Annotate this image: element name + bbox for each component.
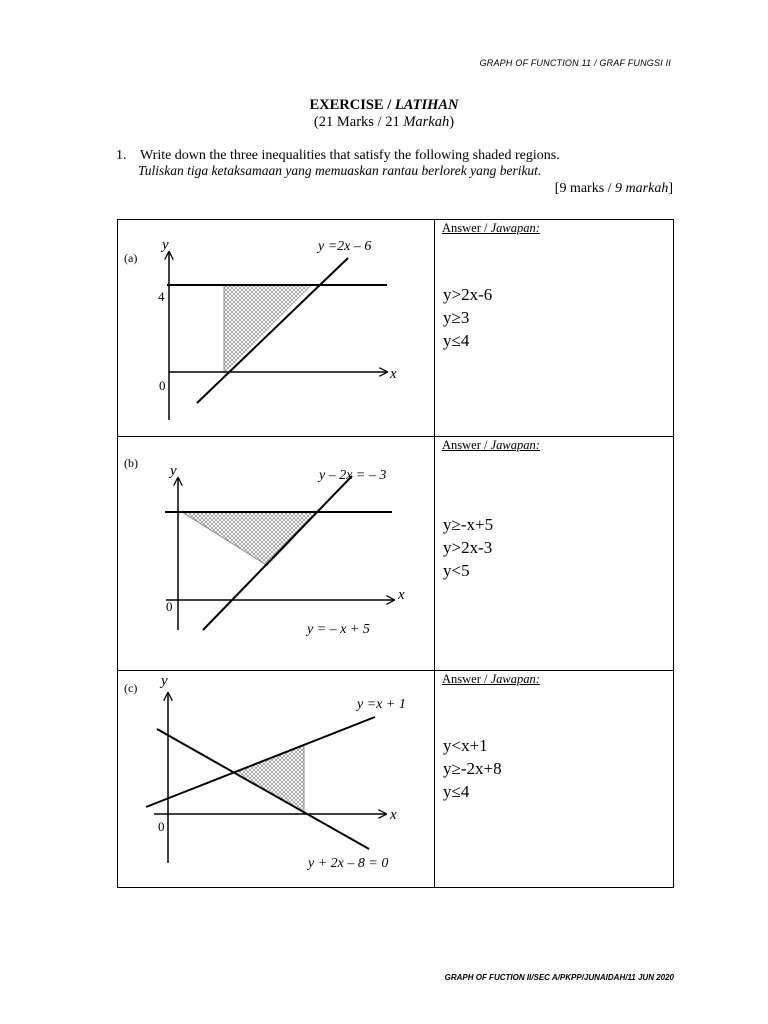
answer-line: y≥-2x+8 — [443, 759, 502, 778]
answer-label-ms: Jawapan: — [490, 438, 540, 452]
line-y-eq-x-plus-1 — [146, 717, 375, 807]
question-marks-italic: 9 markah — [615, 181, 669, 196]
answer-line: y<5 — [443, 561, 470, 580]
line-y-2x-eq-neg3 — [203, 476, 352, 630]
tick-label-4-a: 4 — [158, 289, 165, 304]
question-text-ms: Tuliskan tiga ketaksamaan yang memuaskan rantau berlorek yang berikut. — [138, 163, 542, 178]
line-y-eq-2x-6 — [197, 258, 348, 403]
line-label-c-1: y =x + 1 — [357, 697, 406, 712]
part-label-b: (b) — [124, 456, 138, 470]
graph-b — [124, 456, 405, 637]
question-text-en: Write down the three inequalities that satisfy the following shaded regions. — [140, 148, 560, 163]
shaded-region-b — [182, 512, 318, 566]
answer-label-ms: Jawapan: — [490, 672, 540, 686]
total-marks-italic: Markah — [403, 114, 450, 130]
question-marks-text: [9 marks / — [554, 181, 616, 196]
answer-label-en: Answer / — [442, 438, 491, 452]
part-label-c: (c) — [124, 681, 138, 695]
graph-c — [124, 673, 406, 871]
x-axis-label-a: x — [390, 366, 397, 382]
line-y-plus-2x-8-eq-0 — [157, 729, 369, 849]
y-axis-label-c: y — [161, 673, 168, 689]
total-marks-text: (21 Marks / 21 — [313, 114, 404, 130]
answer-label-ms: Jawapan: — [490, 221, 540, 235]
question-number: 1. — [116, 148, 127, 163]
answer-line: y>2x-6 — [443, 285, 493, 304]
answer-line: y≤4 — [443, 782, 470, 801]
graph-a — [124, 237, 397, 420]
footer-text: GRAPH OF FUCTION II/SEC A/PKPP/JUNAIDAH/11 JUN 2020 — [444, 973, 674, 982]
answer-line: y≤4 — [443, 331, 470, 350]
line-label-c-2: y + 2x – 8 = 0 — [308, 856, 389, 871]
x-axis-label-b: x — [398, 587, 405, 603]
answer-label-en: Answer / — [442, 672, 491, 686]
origin-label-c: 0 — [158, 819, 165, 834]
question-marks-close: ] — [668, 181, 673, 196]
y-axis-label-a: y — [162, 237, 169, 253]
origin-label-b: 0 — [166, 599, 173, 614]
answer-label-en: Answer / — [442, 221, 491, 235]
origin-label-a: 0 — [159, 378, 166, 393]
line-label-a-1: y =2x – 6 — [318, 239, 372, 254]
answer-line: y>2x-3 — [443, 538, 493, 557]
answer-line: y≥-x+5 — [443, 515, 494, 534]
shaded-region-a — [224, 285, 312, 372]
line-label-b-2: y = – x + 5 — [307, 622, 370, 637]
title-text: EXERCISE / — [309, 97, 395, 113]
running-header: GRAPH OF FUNCTION 11 / GRAF FUNGSI II — [479, 58, 671, 68]
part-label-a: (a) — [124, 251, 138, 265]
total-marks-close: ) — [449, 114, 455, 130]
y-axis-label-b: y — [170, 463, 177, 479]
line-label-b-1: y – 2x = – 3 — [319, 468, 387, 483]
title-text-italic: LATIHAN — [394, 97, 459, 113]
answer-line: y<x+1 — [443, 736, 488, 755]
answer-line: y≥3 — [443, 308, 470, 327]
x-axis-label-c: x — [390, 807, 397, 823]
